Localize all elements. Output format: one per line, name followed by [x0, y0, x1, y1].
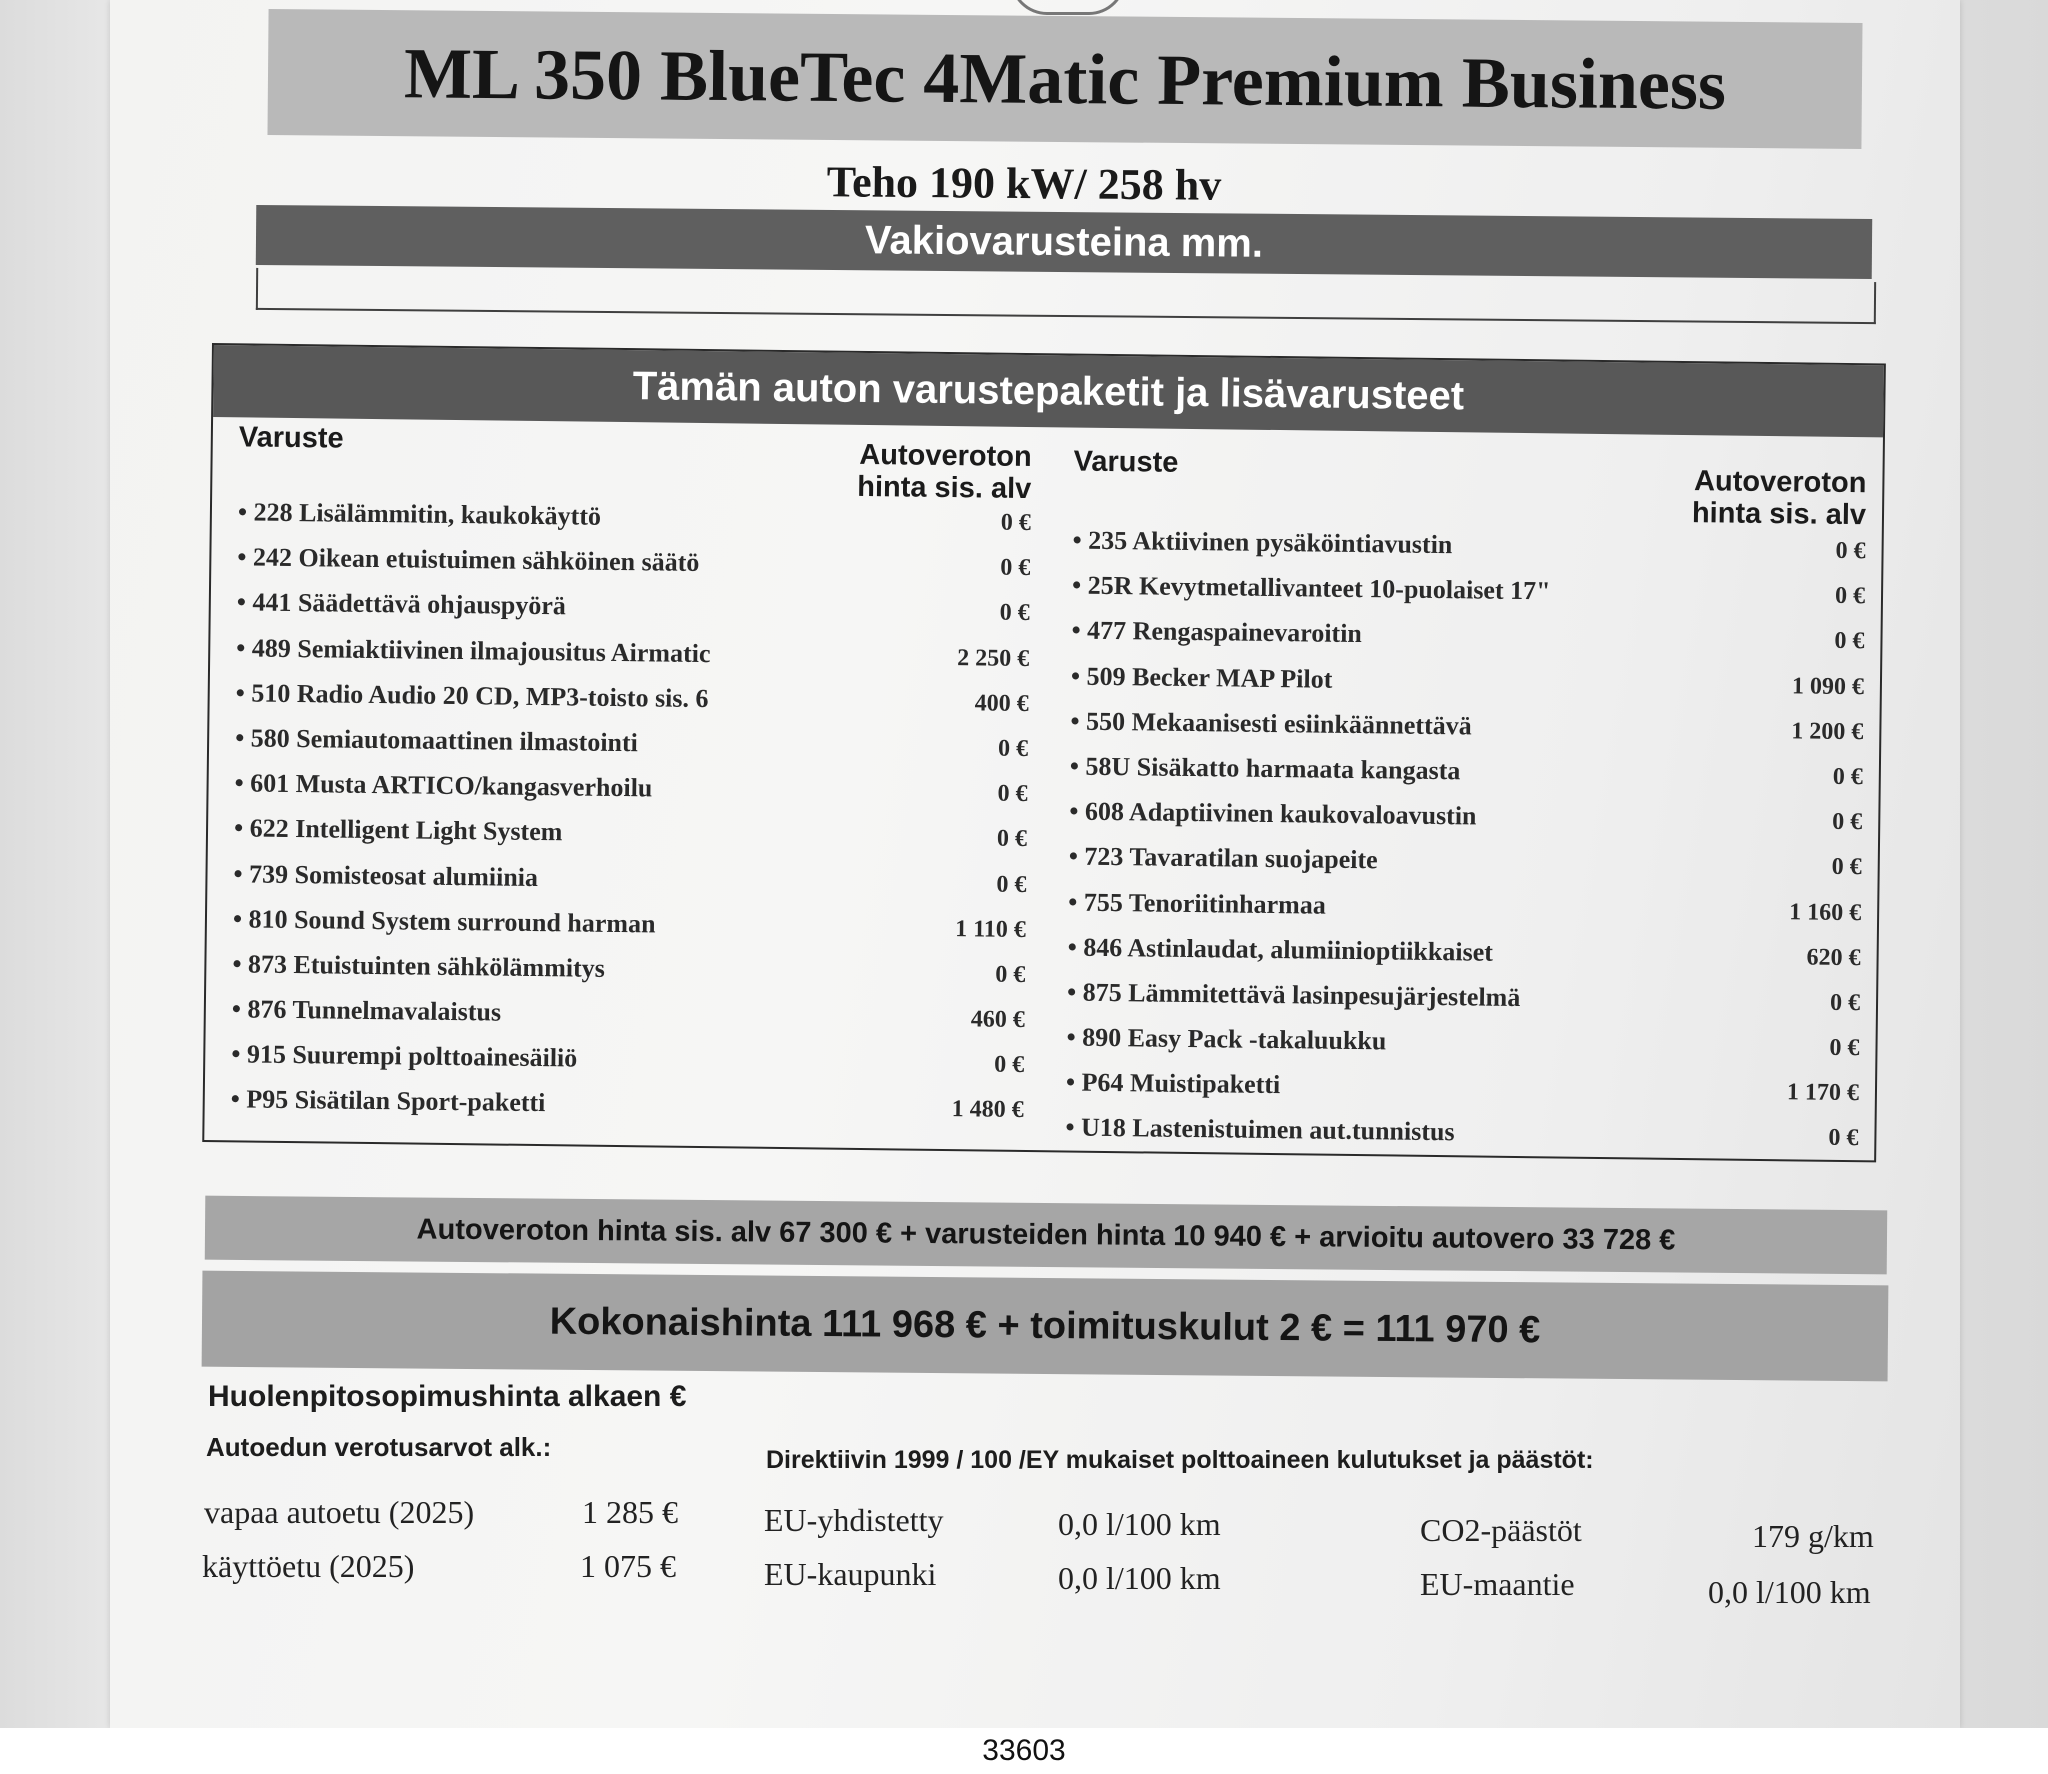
option-name: • 580 Semiautomaattinen ilmastointi	[235, 723, 638, 758]
option-name: • 755 Tenoriitinharmaa	[1068, 887, 1326, 920]
option-price: 0 €	[1000, 554, 1031, 582]
options-list-right	[1065, 526, 1866, 1168]
option-name: • 509 Becker MAP Pilot	[1071, 661, 1333, 694]
option-price: 0 €	[995, 961, 1026, 988]
option-price: 0 €	[1828, 1125, 1859, 1152]
option-price: 0 €	[1832, 808, 1863, 836]
benefit-heading: Autoedun verotusarvot alk.:	[206, 1432, 552, 1462]
price-summary: Autoveroton hinta sis. alv 67 300 € + varusteiden hinta 10 940 € + arvioitu autovero 33 728 €	[205, 1196, 1887, 1275]
option-name: • 510 Radio Audio 20 CD, MP3-toisto sis. 6	[236, 678, 709, 714]
option-price: 1 110 €	[955, 915, 1027, 943]
option-name: • U18 Lastenistuimen aut.tunnistus	[1065, 1113, 1454, 1148]
option-name: • 873 Etuistuinten sähkölämmitys	[232, 949, 605, 984]
column-header-price-line1: Autoveroton	[859, 438, 1032, 474]
option-name: • 58U Sisäkatto harmaata kangasta	[1070, 751, 1461, 786]
co2-label: CO2-päästöt	[1420, 1512, 1582, 1548]
option-name: • 723 Tavaratilan suojapeite	[1069, 842, 1378, 876]
option-name: • 477 Rengaspainevaroitin	[1071, 616, 1362, 650]
option-price: 0 €	[1831, 854, 1862, 881]
eu-city-value: 0,0 l/100 km	[1058, 1560, 1221, 1596]
column-header-price	[1692, 465, 1867, 531]
option-price: 1 170 €	[1786, 1079, 1860, 1107]
column-header-price	[857, 439, 1032, 505]
title-banner	[267, 9, 1862, 149]
option-price: 0 €	[997, 735, 1029, 762]
option-price: 0 €	[1835, 537, 1866, 565]
page-title: ML 350 BlueTec 4Matic Premium Business	[403, 32, 1727, 125]
option-name: • P95 Sisätilan Sport-paketti	[231, 1085, 546, 1119]
option-price: 0 €	[996, 825, 1028, 853]
option-name: • 739 Somisteosat alumiinia	[233, 859, 538, 893]
use-benefit-label: käyttöetu (2025)	[202, 1548, 415, 1584]
option-price: 1 480 €	[951, 1096, 1024, 1124]
option-price: 0 €	[997, 780, 1028, 808]
eu-city-label: EU-kaupunki	[764, 1556, 937, 1592]
option-price: 0 €	[994, 1051, 1025, 1079]
option-row	[1065, 1113, 1858, 1168]
use-benefit-value: 1 075 €	[580, 1548, 676, 1584]
options-table-header: Tämän auton varustepaketit ja lisävarusteet	[213, 345, 1884, 437]
eu-highway-label: EU-maantie	[1420, 1566, 1575, 1602]
column-header-price-line1: Autoveroton	[1693, 465, 1867, 500]
power-rating: Teho 190 kW/ 258 hv	[826, 157, 1222, 210]
option-name: • 810 Sound System surround harman	[233, 904, 656, 939]
free-benefit-label: vapaa autoetu (2025)	[204, 1494, 475, 1530]
option-name: • 601 Musta ARTICO/kangasverhoilu	[234, 768, 652, 803]
option-name: • 25R Kevytmetallivanteet 10-puolaiset 17"	[1072, 571, 1551, 607]
options-table	[202, 343, 1886, 1162]
options-column-left	[204, 417, 1048, 1147]
option-price: 0 €	[1829, 989, 1861, 1017]
co2-value: 179 g/km	[1752, 1518, 1874, 1554]
free-benefit-value: 1 285 €	[582, 1494, 678, 1530]
option-price: 400 €	[974, 690, 1029, 717]
option-name: • 441 Säädettävä ohjauspyörä	[237, 588, 566, 622]
option-name: • 875 Lämmitettävä lasinpesujärjestelmä	[1067, 977, 1521, 1013]
option-price: 460 €	[970, 1006, 1025, 1034]
option-name: • P64 Muistipaketti	[1066, 1068, 1281, 1101]
option-name: • 876 Tunnelmavalaistus	[232, 994, 502, 1027]
column-header-price-line2: hinta sis. alv	[857, 470, 1032, 506]
option-price: 2 250 €	[957, 644, 1030, 672]
option-price: 0 €	[1829, 1034, 1860, 1062]
maintenance-contract: Huolenpitosopimushinta alkaen €	[208, 1380, 687, 1413]
option-price: 0 €	[1834, 583, 1866, 610]
eu-combined-value: 0,0 l/100 km	[1058, 1506, 1221, 1542]
eu-combined-label: EU-yhdistetty	[764, 1502, 944, 1538]
column-header-price-line2: hinta sis. alv	[1691, 497, 1867, 532]
option-name: • 228 Lisälämmitin, kaukokäyttö	[238, 497, 601, 531]
option-row	[230, 1085, 1023, 1140]
option-name: • 890 Easy Pack -takaluukku	[1066, 1023, 1386, 1057]
column-header-item: Varuste	[1073, 445, 1179, 479]
standard-equipment-header: Vakiovarusteina mm.	[256, 205, 1872, 279]
option-name: • 235 Aktiivinen pysäköintiavustin	[1072, 526, 1452, 561]
option-price: 0 €	[996, 871, 1027, 898]
option-price: 0 €	[999, 600, 1030, 627]
column-header-item: Varuste	[238, 421, 344, 455]
total-price: Kokonaishinta 111 968 € + toimituskulut 2 € = 111 970 €	[202, 1271, 1889, 1382]
option-name: • 608 Adaptiivinen kaukovaloavustin	[1069, 797, 1477, 832]
eu-highway-value: 0,0 l/100 km	[1708, 1574, 1871, 1610]
option-name: • 915 Suurempi polttoainesäiliö	[231, 1040, 577, 1074]
option-name: • 489 Semiaktiivinen ilmajousitus Airmatic	[236, 633, 711, 669]
options-column-right	[1039, 427, 1883, 1157]
option-price: 1 090 €	[1791, 672, 1865, 700]
option-price: 0 €	[1834, 628, 1865, 655]
image-id-caption: 33603	[0, 1728, 2048, 1774]
option-price: 1 160 €	[1789, 898, 1862, 926]
options-list-left	[230, 497, 1031, 1139]
option-name: • 846 Astinlaudat, alumiinioptiikkaiset	[1067, 932, 1493, 967]
option-price: 620 €	[1806, 944, 1861, 971]
consumption-heading: Direktiivin 1999 / 100 /EY mukaiset polttoaineen kulutukset ja päästöt:	[766, 1446, 1594, 1474]
option-name: • 242 Oikean etuistuimen sähköinen säätö	[237, 543, 699, 579]
option-name: • 550 Mekaanisesti esiinkäännettävä	[1070, 706, 1472, 741]
option-price: 0 €	[1832, 763, 1863, 791]
option-price: 1 200 €	[1791, 718, 1864, 745]
option-price: 0 €	[1000, 509, 1032, 537]
option-name: • 622 Intelligent Light System	[234, 814, 563, 848]
